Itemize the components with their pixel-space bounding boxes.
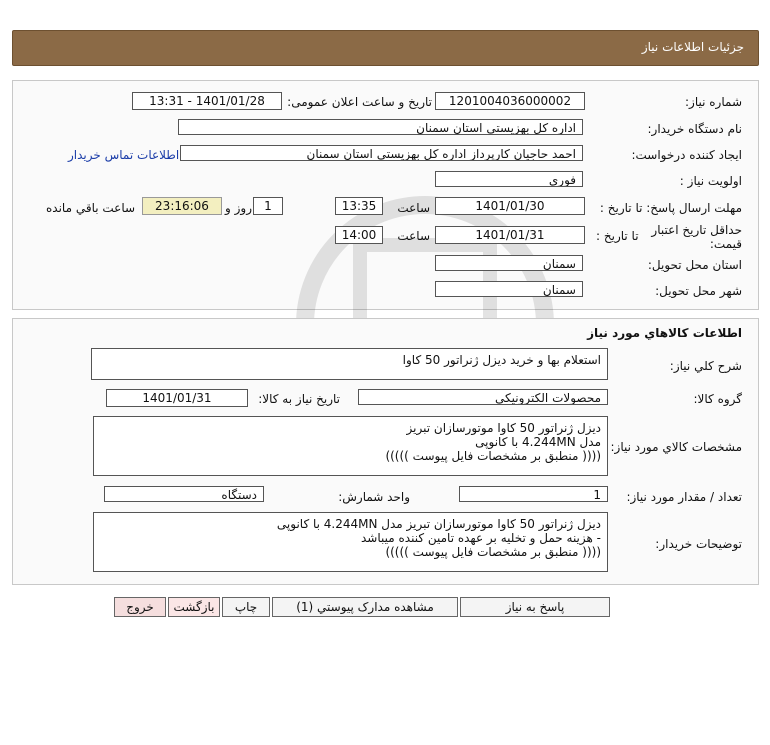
deadline-time-label: ساعت <box>397 201 430 215</box>
validity-date-field: 1401/01/31 <box>435 226 585 244</box>
validity-time-field: 14:00 <box>335 226 383 244</box>
print-button[interactable]: چاپ <box>222 597 270 617</box>
page-header <box>12 30 759 66</box>
need-date-field: 1401/01/31 <box>106 389 248 407</box>
need-info-panel <box>12 80 759 310</box>
buyer-notes-label: توضیحات خریدار: <box>655 537 742 551</box>
buyer-org-label: نام دستگاه خریدار: <box>647 122 742 136</box>
unit-label: واحد شمارش: <box>338 490 410 504</box>
city-label: شهر محل تحویل: <box>655 284 742 298</box>
quantity-field: 1 <box>459 486 608 502</box>
goods-section-title: اطلاعات کالاهاي مورد نیاز <box>587 326 742 340</box>
remaining-time-field: 23:16:06 <box>142 197 222 215</box>
priority-field: فوري <box>435 171 583 187</box>
deadline-date-field: 1401/01/30 <box>435 197 585 215</box>
creator-field: احمد حاجیان کارپرداز اداره کل بهزیستی استان سمنان <box>180 145 583 161</box>
validity-time-label: ساعت <box>397 229 430 243</box>
province-label: استان محل تحویل: <box>647 258 742 272</box>
page-title: جزئیات اطلاعات نیاز <box>641 40 744 54</box>
goods-group-label: گروه کالا: <box>693 392 742 406</box>
need-date-label: تاریخ نیاز به کالا: <box>258 392 340 406</box>
validity-label-line2: قیمت: <box>709 237 742 251</box>
deadline-label: مهلت ارسال پاسخ: تا تاریخ : <box>599 201 742 215</box>
announce-label: تاریخ و ساعت اعلان عمومی: <box>287 95 432 109</box>
specs-field: دیزل ژنراتور 50 کاوا موتورسازان تبریز مدل 4.244MN با کانوپی (((( منطبق بر مشخصات فایل پیوست ))))) <box>93 416 608 476</box>
creator-label: ایجاد کننده درخواست: <box>631 148 742 162</box>
province-field: سمنان <box>435 255 583 271</box>
exit-button[interactable]: خروج <box>114 597 166 617</box>
back-button[interactable]: بازگشت <box>168 597 220 617</box>
validity-label-line1: حداقل تاریخ اعتبار <box>651 223 742 237</box>
specs-label: مشخصات کالاي مورد نیاز: <box>610 440 742 454</box>
city-field: سمنان <box>435 281 583 297</box>
remaining-label: ساعت باقي مانده <box>46 201 136 215</box>
goods-group-field: محصولات الکترونیکی <box>358 389 608 405</box>
summary-label: شرح کلي نیاز: <box>669 359 742 373</box>
deadline-time-field: 13:35 <box>335 197 383 215</box>
buyer-notes-field: دیزل ژنراتور 50 کاوا موتورسازان تبریز مدل 4.244MN با کانوپی - هزینه حمل و تخلیه بر عهده تامین کننده میباشد (((( منطبق بر مشخصات فایل پیوست ))))) <box>93 512 608 572</box>
need-number-field: 1201004036000002 <box>435 92 585 110</box>
respond-button[interactable]: پاسخ به نیاز <box>460 597 610 617</box>
buyer-org-field: اداره کل بهزیستی استان سمنان <box>178 119 583 135</box>
priority-label: اولویت نیاز : <box>679 174 742 188</box>
unit-field: دستگاه <box>104 486 264 502</box>
validity-until-label-text: تا تاریخ : <box>596 229 639 243</box>
quantity-label: تعداد / مقدار مورد نیاز: <box>626 490 742 504</box>
days-label: روز و <box>225 201 252 215</box>
summary-field: استعلام بها و خرید دیزل ژنراتور 50 کاوا <box>91 348 608 380</box>
need-number-label: شماره نیاز: <box>685 95 742 109</box>
days-field: 1 <box>253 197 283 215</box>
buyer-contact-link[interactable]: اطلاعات تماس خریدار <box>68 148 180 162</box>
announce-field: 1401/01/28 - 13:31 <box>132 92 282 110</box>
view-attachments-button[interactable]: مشاهده مدارک پیوستي (1) <box>272 597 458 617</box>
